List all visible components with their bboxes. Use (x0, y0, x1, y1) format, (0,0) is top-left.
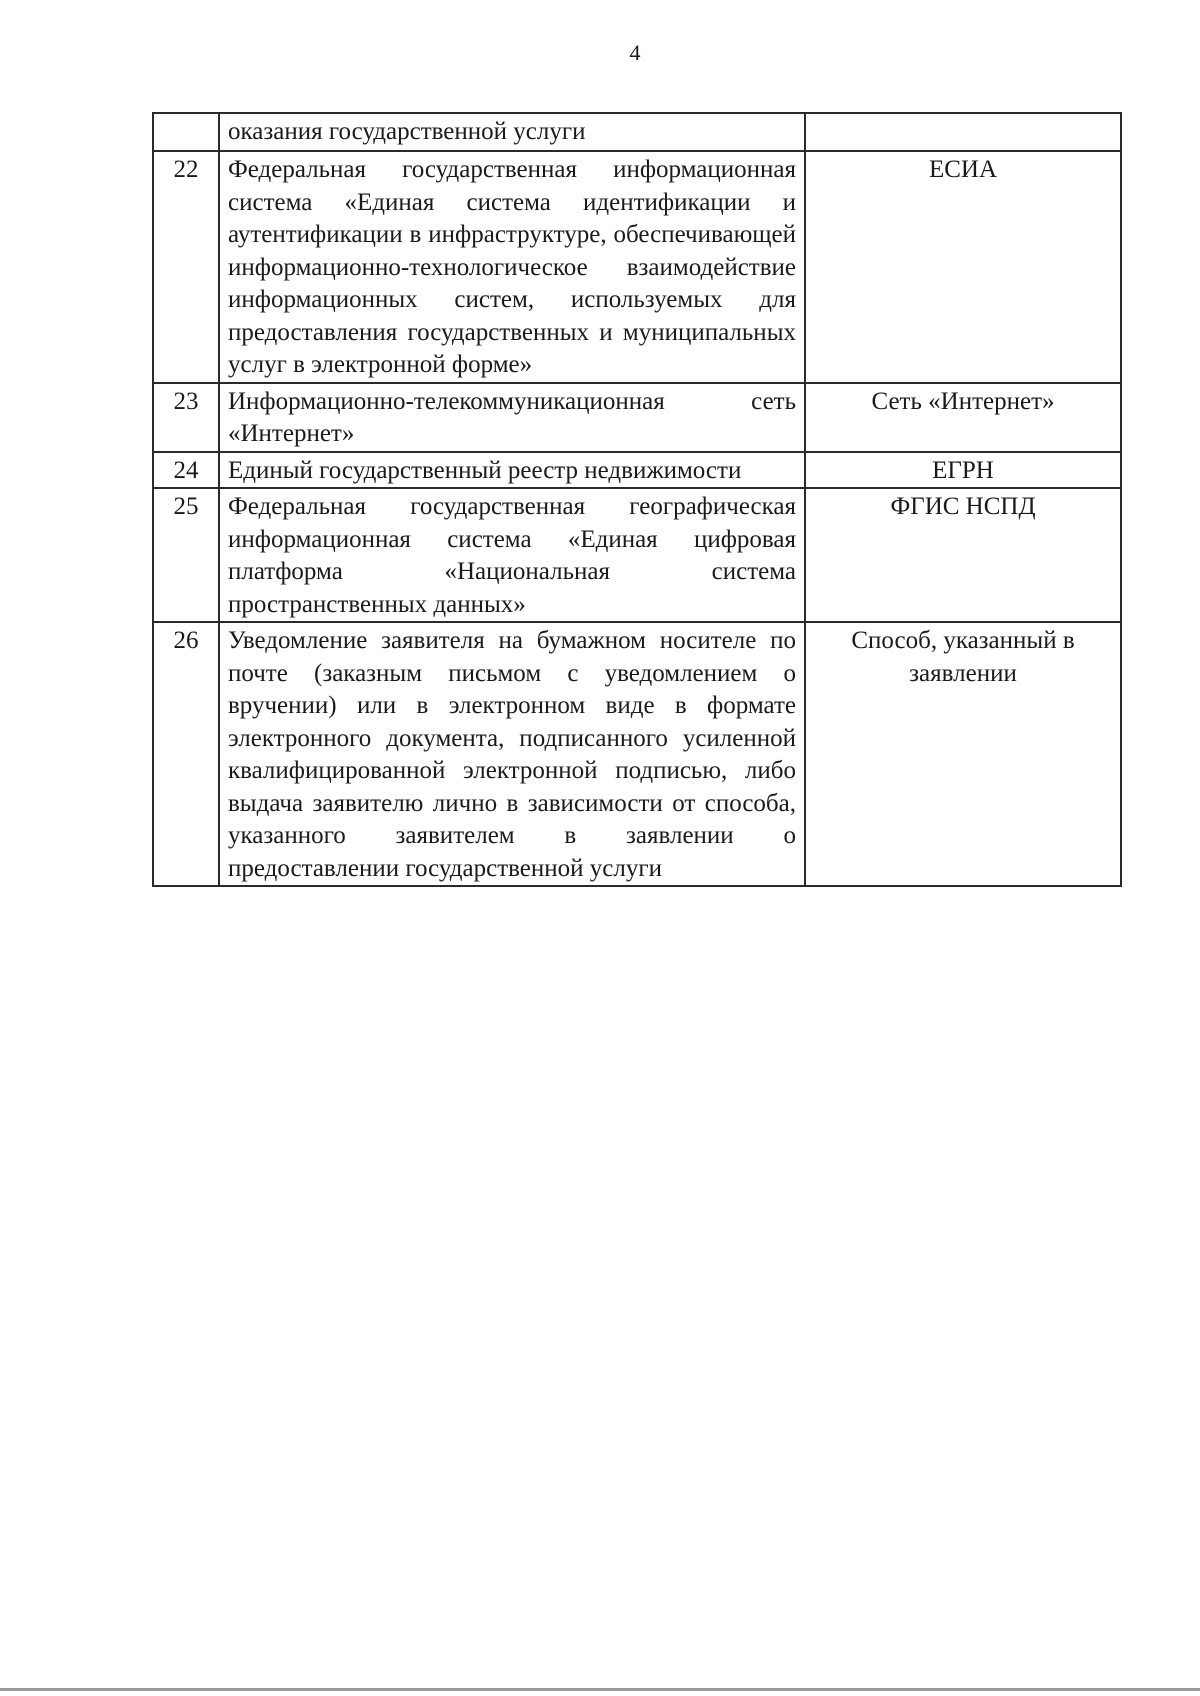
table-row (153, 622, 1121, 886)
table-row (153, 113, 1121, 151)
table-row (153, 452, 1121, 489)
page-number: 4 (629, 40, 641, 65)
row-number: 23 (153, 383, 219, 452)
table-row (153, 383, 1121, 452)
row-description: Единый государственный реестр недвижимости (219, 452, 805, 489)
row-description: Федеральная государственная географическая информационная система «Единая цифровая платформа «Национальная система пространственных данных» (219, 488, 805, 622)
row-number: 24 (153, 452, 219, 489)
scan-edge-line (0, 1688, 1200, 1691)
row-description: оказания государственной услуги (219, 113, 805, 151)
row-abbreviation: Способ, указанный в заявлении (805, 622, 1121, 886)
row-abbreviation: Сеть «Интернет» (805, 383, 1121, 452)
row-description: Информационно-телекоммуникационная сеть «Интернет» (219, 383, 805, 452)
row-description: Федеральная государственная информационная система «Единая система идентификации и аутентификации в инфраструктуре, обеспечивающей информационно-технологическое взаимодействие информационных систем, используемых для предоставления государственных и муниципальных услуг в электронной форме» (219, 151, 805, 383)
table-row (153, 488, 1121, 622)
row-number (153, 113, 219, 151)
row-abbreviation: ФГИС НСПД (805, 488, 1121, 622)
row-abbreviation (805, 113, 1121, 151)
row-abbreviation: ЕГРН (805, 452, 1121, 489)
row-number: 22 (153, 151, 219, 383)
abbreviations-table (152, 112, 1122, 887)
table-row (153, 151, 1121, 383)
row-number: 26 (153, 622, 219, 886)
row-abbreviation: ЕСИА (805, 151, 1121, 383)
row-number: 25 (153, 488, 219, 622)
row-description: Уведомление заявителя на бумажном носителе по почте (заказным письмом с уведомлением о вручении) или в электронном виде в формате электронного документа, подписанного усиленной квалифицированной электронной подписью, либо выдача заявителю лично в зависимости от способа, указанного заявителем в заявлении о предоставлении государственной услуги (219, 622, 805, 886)
